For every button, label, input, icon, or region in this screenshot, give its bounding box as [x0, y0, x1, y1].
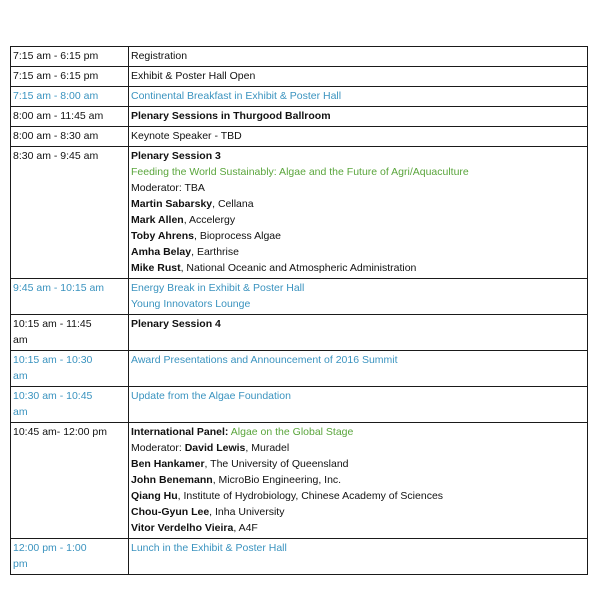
speaker-affiliation: , Muradel	[245, 442, 290, 454]
event-cell	[129, 423, 588, 539]
time-cell	[11, 315, 129, 351]
speaker-name: John Benemann	[131, 474, 213, 486]
table-row	[11, 87, 588, 107]
table-row	[11, 423, 588, 539]
time-line: 10:15 am - 10:30	[13, 354, 93, 366]
speaker-name: Qiang Hu	[131, 490, 178, 502]
speaker-affiliation: , The University of Queensland	[204, 458, 349, 470]
table-row	[11, 47, 588, 67]
table-row	[11, 67, 588, 87]
panel-title-line	[131, 424, 585, 440]
speaker-affiliation: , Earthrise	[191, 246, 239, 258]
time-cell: 8:00 am - 11:45 am	[11, 107, 129, 127]
speaker-affiliation: , National Oceanic and Atmospheric Administration	[180, 262, 417, 274]
time-cell: 8:00 am - 8:30 am	[11, 127, 129, 147]
speaker-affiliation: , MicroBio Engineering, Inc.	[212, 474, 342, 486]
speaker-name: Martin Sabarsky	[131, 198, 213, 210]
schedule-table	[10, 46, 588, 575]
time-line: 10:15 am - 11:45	[13, 318, 92, 330]
time-line: am	[13, 334, 28, 346]
speaker-line	[131, 472, 585, 488]
time-line: pm	[13, 558, 28, 570]
time-line: am	[13, 370, 28, 382]
speaker-name: Ben Hankamer	[131, 458, 205, 470]
event-cell: Registration	[129, 47, 588, 67]
event-cell	[129, 279, 588, 315]
session-topic: Feeding the World Sustainably: Algae and the Future of Agri/Aquaculture	[131, 166, 469, 178]
event-cell: Exhibit & Poster Hall Open	[129, 67, 588, 87]
speaker-line	[131, 504, 585, 520]
time-cell	[11, 539, 129, 575]
time-cell: 7:15 am - 6:15 pm	[11, 67, 129, 87]
event-cell: Keynote Speaker - TBD	[129, 127, 588, 147]
time-cell: 7:15 am - 6:15 pm	[11, 47, 129, 67]
speaker-affiliation: , A4F	[233, 522, 258, 534]
speaker-name: David Lewis	[184, 442, 246, 454]
table-row	[11, 279, 588, 315]
speaker-line	[131, 456, 585, 472]
event-cell: Lunch in the Exhibit & Poster Hall	[129, 539, 588, 575]
speaker-affiliation: , Cellana	[212, 198, 254, 210]
time-cell: 9:45 am - 10:15 am	[11, 279, 129, 315]
panel-topic: Algae on the Global Stage	[228, 426, 354, 438]
event-cell: Continental Breakfast in Exhibit & Poster Hall	[129, 87, 588, 107]
table-row	[11, 351, 588, 387]
speaker-affiliation: , Inha University	[209, 506, 285, 518]
event-cell: Plenary Session 4	[129, 315, 588, 351]
event-cell: Award Presentations and Announcement of 2016 Summit	[129, 351, 588, 387]
speaker-name: Amha Belay	[131, 246, 192, 258]
speaker-line	[131, 260, 585, 276]
panel-label: International Panel:	[131, 426, 229, 438]
speaker-line	[131, 196, 585, 212]
event-line: Energy Break in Exhibit & Poster Hall	[131, 282, 305, 294]
moderator-line: Moderator: TBA	[131, 182, 205, 194]
speaker-name: Mark Allen	[131, 214, 184, 226]
time-cell	[11, 351, 129, 387]
table-row	[11, 315, 588, 351]
speaker-name: Mike Rust	[131, 262, 181, 274]
event-cell: Plenary Sessions in Thurgood Ballroom	[129, 107, 588, 127]
speaker-line	[131, 228, 585, 244]
speaker-affiliation: , Accelergy	[183, 214, 236, 226]
time-line: 12:00 pm - 1:00	[13, 542, 87, 554]
time-line: am	[13, 406, 28, 418]
speaker-line	[131, 520, 585, 536]
speaker-affiliation: , Institute of Hydrobiology, Chinese Academy of Sciences	[177, 490, 444, 502]
event-line: Young Innovators Lounge	[131, 298, 251, 310]
table-row	[11, 127, 588, 147]
speaker-name: Toby Ahrens	[131, 230, 195, 242]
time-cell: 10:45 am- 12:00 pm	[11, 423, 129, 539]
moderator-label: Moderator:	[131, 442, 185, 454]
time-cell: 8:30 am - 9:45 am	[11, 147, 129, 279]
moderator-line	[131, 440, 585, 456]
speaker-affiliation: , Bioprocess Algae	[194, 230, 281, 242]
speaker-name: Chou-Gyun Lee	[131, 506, 210, 518]
table-row	[11, 147, 588, 279]
speaker-line	[131, 244, 585, 260]
event-cell: Update from the Algae Foundation	[129, 387, 588, 423]
speaker-name: Vitor Verdelho Vieira	[131, 522, 234, 534]
event-cell	[129, 147, 588, 279]
time-line: 10:30 am - 10:45	[13, 390, 93, 402]
speaker-line	[131, 488, 585, 504]
table-row	[11, 387, 588, 423]
table-row	[11, 539, 588, 575]
table-row	[11, 107, 588, 127]
time-cell	[11, 387, 129, 423]
speaker-line	[131, 212, 585, 228]
time-cell: 7:15 am - 8:00 am	[11, 87, 129, 107]
session-title: Plenary Session 3	[131, 150, 221, 162]
